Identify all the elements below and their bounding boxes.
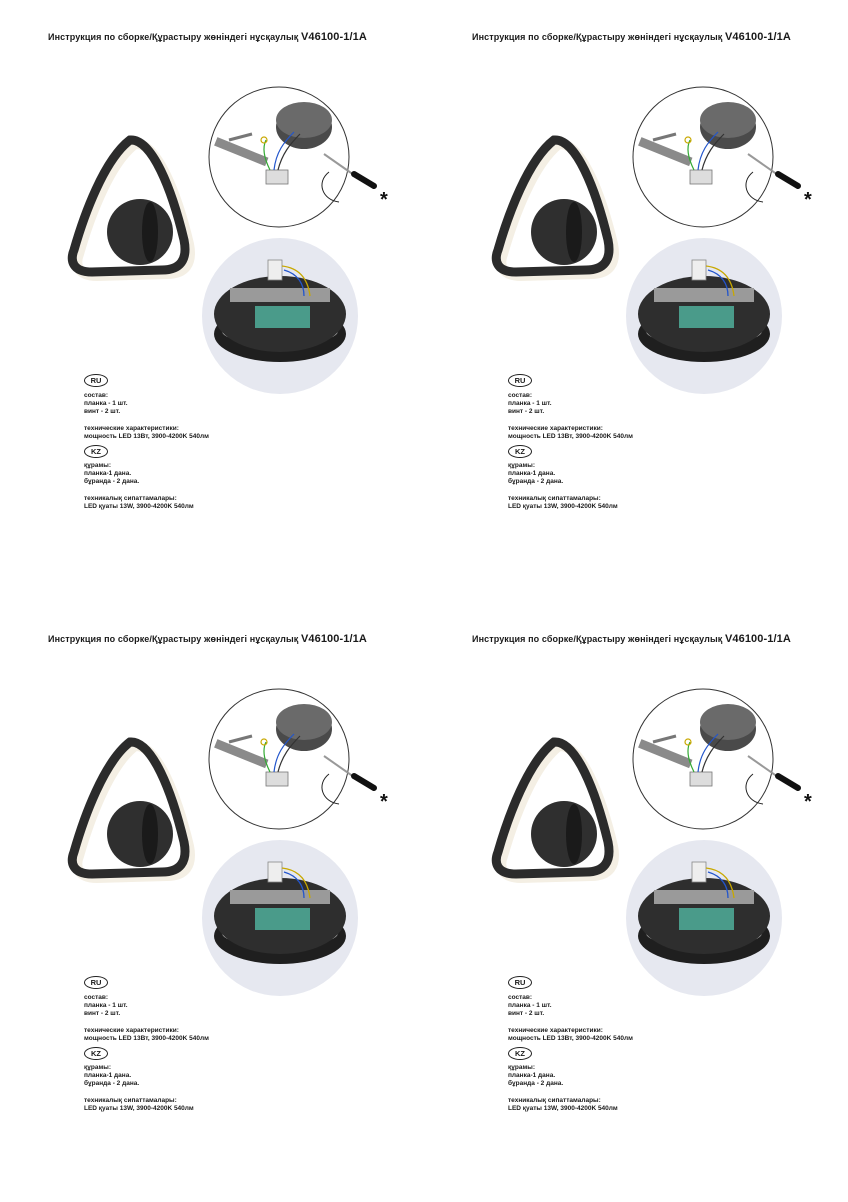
mounting-schematic bbox=[204, 684, 388, 834]
schematic-star: * bbox=[380, 189, 388, 211]
ru-specs-value: мощность LED 13Вт, 3900-4200K 540лм bbox=[508, 1035, 633, 1042]
ru-composition-header: состав: bbox=[508, 994, 533, 1001]
ru-specs-value: мощность LED 13Вт, 3900-4200K 540лм bbox=[84, 433, 209, 440]
ru-badge: RU bbox=[508, 976, 532, 989]
kz-composition-item: планка-1 дана. bbox=[508, 1072, 556, 1079]
instruction-title bbox=[48, 31, 367, 43]
kz-composition-item: бұранда - 2 дана. bbox=[508, 1080, 564, 1087]
kz-composition-header: құрамы: bbox=[508, 462, 535, 469]
ru-specs-value: мощность LED 13Вт, 3900-4200K 540лм bbox=[84, 1035, 209, 1042]
lamp-illustration bbox=[476, 722, 626, 892]
kz-specs-value: LED қуаты 13W, 3900-4200K 540лм bbox=[84, 1105, 194, 1112]
kz-composition-item: бұранда - 2 дана. bbox=[84, 478, 140, 485]
kz-specs bbox=[508, 1064, 618, 1113]
instruction-panel bbox=[0, 0, 424, 600]
lamp-illustration bbox=[52, 120, 202, 290]
schematic-star: * bbox=[804, 791, 812, 813]
ru-badge: RU bbox=[508, 374, 532, 387]
model-number: V46100-1/1A bbox=[300, 633, 367, 645]
model-number: V46100-1/1A bbox=[300, 31, 367, 43]
ru-composition-item: планка - 1 шт. bbox=[508, 1002, 552, 1009]
kz-composition-item: бұранда - 2 дана. bbox=[508, 478, 564, 485]
title-text: Инструкция по сборке/Құрастыру жөніндегі нұсқаулық bbox=[472, 634, 725, 644]
model-number: V46100-1/1A bbox=[724, 31, 791, 43]
kz-composition-header: құрамы: bbox=[508, 1064, 535, 1071]
kz-composition-item: планка-1 дана. bbox=[508, 470, 556, 477]
ru-composition-item: планка - 1 шт. bbox=[84, 400, 128, 407]
kz-specs-value: LED қуаты 13W, 3900-4200K 540лм bbox=[84, 503, 194, 510]
ru-specs-header: технические характеристики: bbox=[508, 425, 603, 432]
ru-badge: RU bbox=[84, 976, 108, 989]
mounting-schematic bbox=[628, 684, 812, 834]
kz-specs-header: техникалық сипаттамалары: bbox=[84, 495, 177, 502]
kz-badge: KZ bbox=[84, 445, 108, 458]
instruction-panel bbox=[424, 602, 848, 1202]
kz-badge: KZ bbox=[508, 1047, 532, 1060]
ru-specs bbox=[508, 994, 633, 1043]
kz-badge: KZ bbox=[508, 445, 532, 458]
kz-composition-item: бұранда - 2 дана. bbox=[84, 1080, 140, 1087]
model-number: V46100-1/1A bbox=[724, 633, 791, 645]
kz-specs-header: техникалық сипаттамалары: bbox=[84, 1097, 177, 1104]
kz-composition-item: планка-1 дана. bbox=[84, 470, 132, 477]
kz-specs bbox=[84, 1064, 194, 1113]
ru-specs bbox=[84, 994, 209, 1043]
instruction-panel bbox=[0, 602, 424, 1202]
schematic-star: * bbox=[804, 189, 812, 211]
kz-specs-header: техникалық сипаттамалары: bbox=[508, 1097, 601, 1104]
lamp-illustration bbox=[52, 722, 202, 892]
driver-photo bbox=[200, 838, 360, 998]
mounting-schematic bbox=[628, 82, 812, 232]
kz-composition-header: құрамы: bbox=[84, 462, 111, 469]
lamp-illustration bbox=[476, 120, 626, 290]
ru-badge: RU bbox=[84, 374, 108, 387]
ru-specs-header: технические характеристики: bbox=[84, 425, 179, 432]
ru-composition-header: состав: bbox=[84, 994, 109, 1001]
ru-composition-header: состав: bbox=[84, 392, 109, 399]
ru-composition-item: винт - 2 шт. bbox=[508, 1010, 545, 1017]
kz-badge: KZ bbox=[84, 1047, 108, 1060]
title-text: Инструкция по сборке/Құрастыру жөніндегі нұсқаулық bbox=[48, 32, 301, 42]
mounting-schematic bbox=[204, 82, 388, 232]
title-text: Инструкция по сборке/Құрастыру жөніндегі нұсқаулық bbox=[472, 32, 725, 42]
ru-specs-value: мощность LED 13Вт, 3900-4200K 540лм bbox=[508, 433, 633, 440]
ru-composition-item: винт - 2 шт. bbox=[84, 408, 121, 415]
ru-specs-header: технические характеристики: bbox=[84, 1027, 179, 1034]
ru-specs bbox=[84, 392, 209, 441]
driver-photo bbox=[624, 236, 784, 396]
ru-specs-header: технические характеристики: bbox=[508, 1027, 603, 1034]
driver-photo bbox=[624, 838, 784, 998]
ru-specs bbox=[508, 392, 633, 441]
kz-specs-header: техникалық сипаттамалары: bbox=[508, 495, 601, 502]
kz-composition-header: құрамы: bbox=[84, 1064, 111, 1071]
instruction-title bbox=[48, 633, 367, 645]
ru-composition-item: винт - 2 шт. bbox=[508, 408, 545, 415]
kz-composition-item: планка-1 дана. bbox=[84, 1072, 132, 1079]
kz-specs bbox=[508, 462, 618, 511]
schematic-star: * bbox=[380, 791, 388, 813]
ru-composition-item: планка - 1 шт. bbox=[508, 400, 552, 407]
ru-composition-item: планка - 1 шт. bbox=[84, 1002, 128, 1009]
title-text: Инструкция по сборке/Құрастыру жөніндегі нұсқаулық bbox=[48, 634, 301, 644]
instruction-title bbox=[472, 31, 791, 43]
ru-composition-header: состав: bbox=[508, 392, 533, 399]
instruction-panel bbox=[424, 0, 848, 600]
kz-specs bbox=[84, 462, 194, 511]
driver-photo bbox=[200, 236, 360, 396]
kz-specs-value: LED қуаты 13W, 3900-4200K 540лм bbox=[508, 503, 618, 510]
kz-specs-value: LED қуаты 13W, 3900-4200K 540лм bbox=[508, 1105, 618, 1112]
ru-composition-item: винт - 2 шт. bbox=[84, 1010, 121, 1017]
instruction-title bbox=[472, 633, 791, 645]
